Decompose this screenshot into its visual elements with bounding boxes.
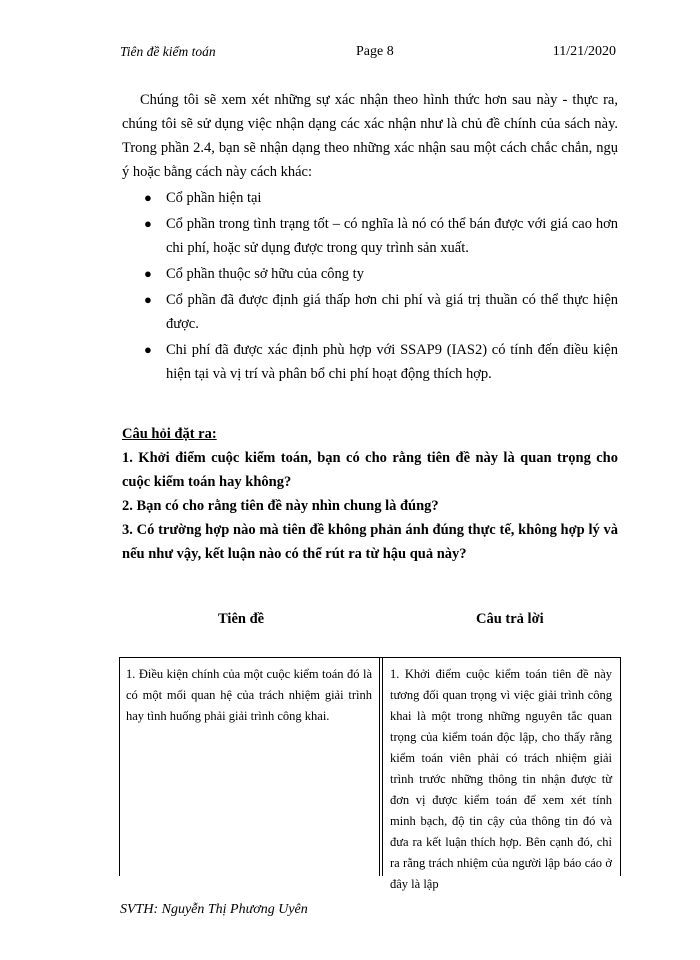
question-item: 1. Khởi điểm cuộc kiểm toán, bạn có cho rằng tiên đề này là quan trọng cho cuộc kiểm toán hay không? [122, 450, 618, 490]
column-header-axiom: Tiên đề [218, 611, 265, 627]
questions-section [122, 422, 618, 566]
page-header [120, 44, 616, 64]
body-section [122, 88, 618, 388]
question-item: 3. Có trường hợp nào mà tiên đề không phản ánh đúng thực tế, không hợp lý và nếu như vậy, kết luận nào có thể rút ra từ hậu quả này? [122, 522, 618, 562]
bullet-icon: ● [144, 266, 152, 281]
header-doc-title: Tiên đề kiểm toán [120, 44, 216, 59]
bullet-icon: ● [144, 190, 152, 205]
column-header-answer: Câu trả lời [476, 611, 544, 627]
header-page-number: Page 8 [356, 44, 394, 59]
bullet-list [122, 186, 618, 386]
table-divider [379, 658, 380, 876]
questions-title: Câu hỏi đặt ra: [122, 426, 217, 442]
bullet-icon: ● [144, 292, 152, 307]
bullet-icon: ● [144, 216, 152, 231]
table-divider [382, 658, 383, 876]
question-item: 2. Bạn có cho rằng tiên đề này nhìn chung là đúng? [122, 498, 439, 514]
table-cell-answer: 1. Khởi điểm cuộc kiểm toán tiên đề này tương đối quan trọng vì việc giải trình công khai là một trong những nguyên tắc quan trọng của kiểm toán độc lập, cho thấy rằng kiểm toán viên phải có trách nhiệm giải trình trước những thông tin nhận được từ đơn vị được kiểm toán để xem xét tính minh bạch, độ tin cậy của thông tin đó và đưa ra kết luận thích hợp. Bên cạnh đó, chỉ ra rằng trách nhiệm của người lập báo cáo ở đây là lập [390, 667, 612, 891]
list-item: ● Cổ phần thuộc sở hữu của công ty [122, 262, 618, 286]
header-date: 11/21/2020 [552, 44, 616, 59]
list-item: ● Cổ phần đã được định giá thấp hơn chi phí và giá trị thuần có thể thực hiện được. [122, 288, 618, 336]
answer-table [119, 657, 621, 891]
page-footer: SVTH: Nguyễn Thị Phương Uyên [120, 902, 308, 917]
list-item: ● Chi phí đã được xác định phù hợp với SSAP9 (IAS2) có tính đến điều kiện hiện tại và vị trí và phân bổ chi phí hoạt động thích hợp. [122, 338, 618, 386]
intro-paragraph: Chúng tôi sẽ xem xét những sự xác nhận theo hình thức hơn sau này - thực ra, chúng tôi sẽ sử dụng việc nhận dạng các xác nhận như là chủ đề chính của sách này. Trong phần 2.4, bạn sẽ nhận dạng theo những xác nhận sau một cách chắc chắn, ngụ ý hoặc bằng cách này cách khác: [122, 92, 618, 180]
bullet-icon: ● [144, 342, 152, 357]
list-item: ● Cổ phần hiện tại [122, 186, 618, 210]
list-item: ● Cổ phần trong tình trạng tốt – có nghĩa là nó có thể bán được với giá cao hơn chi phí, hoặc sử dụng được trong quy trình sản xuất. [122, 212, 618, 260]
table-cell-axiom: 1. Điều kiện chính của một cuộc kiểm toán đó là có một mối quan hệ của trách nhiệm giải trình hay tình huống phải giải trình công khai. [126, 667, 372, 723]
